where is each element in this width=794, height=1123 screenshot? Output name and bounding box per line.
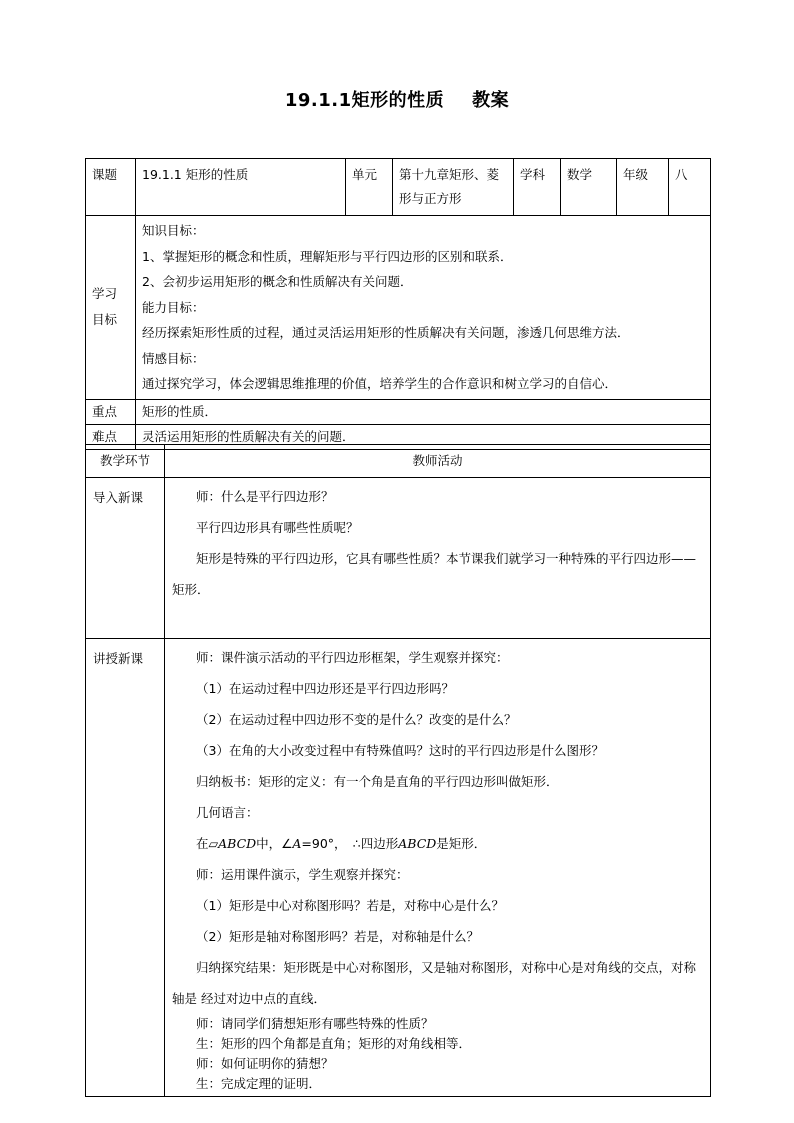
- objectives-content: [136, 216, 711, 400]
- intro-stage: 导入新课: [86, 478, 165, 639]
- activity-table: [85, 444, 711, 1097]
- lecture-line: 师：如何证明你的猜想？: [196, 1056, 334, 1071]
- difficulty-value: 灵活运用矩形的性质解决有关的问题．: [136, 424, 711, 449]
- key-point-value: 矩形的性质．: [136, 399, 711, 424]
- lecture-line: （1）矩形是中心对称图形吗？若是，对称中心是什么？: [196, 898, 504, 913]
- lecture-line: 师：课件演示活动的平行四边形框架，学生观察并探究：: [196, 650, 509, 665]
- intro-line: 平行四边形具有哪些性质呢？: [196, 520, 359, 535]
- intro-line: 矩形是特殊的平行四边形，它具有哪些性质？本节课我们就学习一种特殊的平行四边形——矩形．: [172, 551, 697, 597]
- geo-text: 是矩形．: [436, 836, 487, 851]
- activity-header-row: [86, 445, 711, 478]
- geo-text: 中，∠: [256, 836, 293, 851]
- page-title: [0, 86, 794, 112]
- objective-line: 2、会初步运用矩形的概念和性质解决有关问题．: [142, 274, 413, 289]
- lecture-line: 生：矩形的四个角都是直角；矩形的对角线相等．: [196, 1036, 472, 1051]
- objectives-row: [86, 216, 711, 400]
- lecture-line: （1）在运动过程中四边形还是平行四边形吗？: [196, 681, 454, 696]
- info-table: [85, 158, 711, 450]
- lecture-content: [165, 639, 711, 1097]
- lecture-line: 归纳板书：矩形的定义：有一个角是直角的平行四边形叫做矩形．: [196, 774, 559, 789]
- intro-line: 师：什么是平行四边形？: [196, 489, 334, 504]
- key-point-label: 重点: [86, 399, 136, 424]
- geo-angle-a: A: [292, 836, 302, 851]
- lecture-stage: 讲授新课: [86, 639, 165, 1097]
- lecture-line: （2）矩形是轴对称图形吗？若是，对称轴是什么？: [196, 929, 479, 944]
- geo-text: 在: [196, 836, 209, 851]
- unit-label: 单元: [346, 159, 393, 216]
- geo-text: =90°， ∴四边形: [301, 836, 399, 851]
- course-label: 课题: [86, 159, 136, 216]
- geo-abcd: ABCD: [218, 836, 257, 851]
- objective-line: 情感目标：: [142, 350, 205, 366]
- stage-header: 教学环节: [86, 445, 165, 478]
- lecture-line: 师：请同学们猜想矩形有哪些特殊的性质？: [196, 1016, 434, 1031]
- lecture-line: （3）在角的大小改变过程中有特殊值吗？这时的平行四边形是什么图形？: [196, 743, 604, 758]
- info-row: [86, 159, 711, 216]
- course-value: 19.1.1 矩形的性质: [136, 159, 346, 216]
- intro-row: [86, 478, 711, 639]
- geo-abcd: ABCD: [398, 836, 437, 851]
- lecture-line: 几何语言：: [196, 805, 259, 820]
- lecture-line: 归纳探究结果：矩形既是中心对称图形，又是轴对称图形，对称中心是对角线的交点，对称轴是 经过对边中点的直线．: [172, 960, 697, 1006]
- key-point-row: [86, 399, 711, 424]
- objective-line: 知识目标：: [142, 223, 205, 238]
- objective-line: 通过探究学习，体会逻辑思维推理的价值，培养学生的合作意识和树立学习的自信心．: [142, 376, 618, 391]
- objective-line: 能力目标：: [142, 299, 205, 315]
- geometry-statement: [172, 828, 703, 859]
- parallelogram-icon: ▱: [208, 836, 219, 851]
- lecture-line: 生：完成定理的证明．: [196, 1076, 322, 1091]
- lecture-row: [86, 639, 711, 1097]
- teacher-header: 教师活动: [165, 445, 711, 478]
- grade-value: 八: [669, 159, 711, 216]
- grade-label: 年级: [617, 159, 669, 216]
- subject-label: 学科: [514, 159, 561, 216]
- objective-line: 经历探索矩形性质的过程，通过灵活运用矩形的性质解决有关问题，渗透几何思维方法．: [142, 325, 630, 340]
- objectives-label: 学习目标: [86, 216, 136, 400]
- page-title-main: 19.1.1矩形的性质: [284, 90, 445, 111]
- lecture-line: 师：运用课件演示，学生观察并探究：: [196, 867, 409, 882]
- lecture-line: （2）在运动过程中四边形不变的是什么？改变的是什么？: [196, 712, 517, 727]
- page-title-suffix: 教案: [472, 90, 510, 111]
- unit-value: 第十九章矩形、菱形与正方形: [393, 159, 514, 216]
- objective-line: 1、掌握矩形的概念和性质，理解矩形与平行四边形的区别和联系．: [142, 248, 513, 264]
- subject-value: 数学: [561, 159, 617, 216]
- intro-content: [165, 478, 711, 639]
- difficulty-label: 难点: [86, 424, 136, 449]
